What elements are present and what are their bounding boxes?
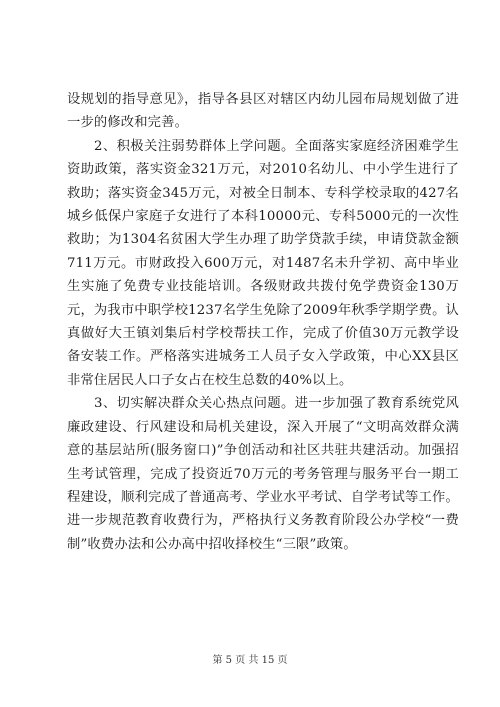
page-footer: 第 5 页 共 15 页 (212, 655, 288, 666)
paragraph-continuation: 设规划的指导意见》，指导各县区对辖区内幼儿园布局规划做了进一步的修改和完善。 (67, 92, 459, 131)
paragraph-vulnerable-groups: 2、积极关注弱势群体上学问题。全面落实家庭经济困难学生资助政策，落实资金321万元，对2010名幼儿、中小学生进行了救助；落实资金345万元，对被全日制本、专科学校录取的427名城乡低保户家庭子女进行了本科10000元、专科5000元的一次性救助；为1304名贫困大学生办理了助学贷款手续，申请贷款金额711万元。市财政投入600万元，对1487名未升学初、高中毕业生实施了免费专业技能培训。各级财政共拨付免学费资金130万元，为我市中职学校1237名学生免除了2009年秋季学期学费。认真做好大王镇刘集后村学校帮扶工作，完成了价值30万元教学设备安装工作。严格落实进城务工人员子女入学政策，中心XX县区非常住居民人口子女占在校生总数的40%以上。 (67, 138, 459, 388)
paragraph-public-concerns: 3、切实解决群众关心热点问题。进一步加强了教育系统党风廉政建设、行风建设和局机关建设，深入开展了“文明高效群众满意的基层站所(服务窗口)”争创活动和社区共驻共建活动。加强招生考试管理，完成了投资近70万元的考务管理与服务平台一期工程建设，顺利完成了普通高考、学业水平考试、自学考试等工作。进一步规范教育收费行为，严格执行义务教育阶段公办学校“一费制”收费办法和公办高中招收择校生“三限”政策。 (67, 396, 459, 552)
document-body (67, 88, 459, 556)
